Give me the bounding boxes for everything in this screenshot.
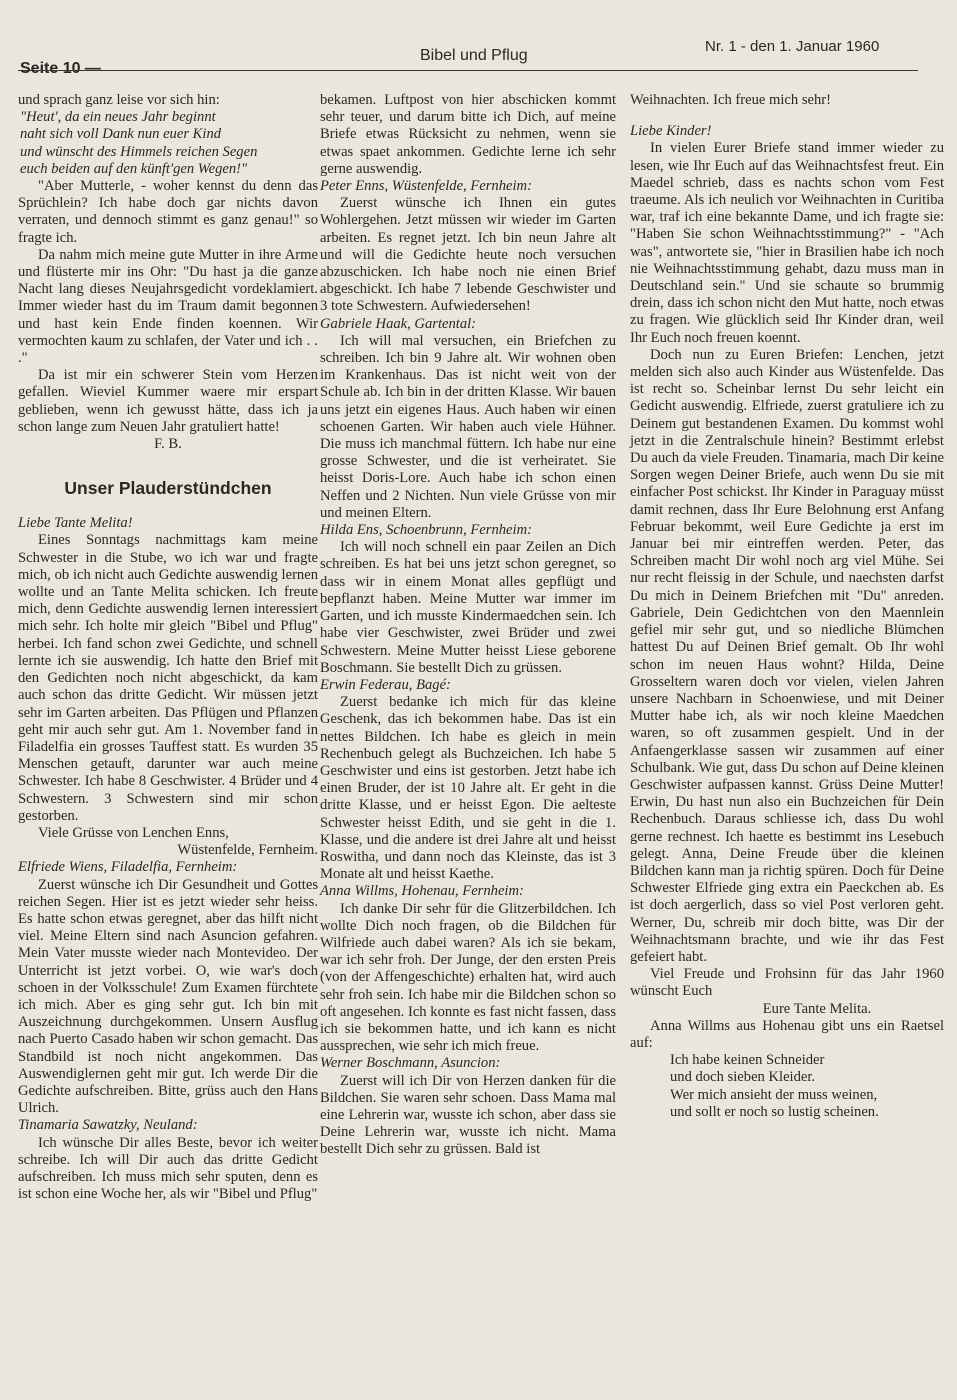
letter-author: Peter Enns, Wüstenfelde, Fernheim:: [320, 178, 532, 195]
letter-body: Ich danke Dir sehr für die Glitzerbildchen. Ich wollte Dich noch fragen, ob die Bildchen für Wilfriede auch dabei waren? Als ich sie bekam, war ich sehr froh. Der Junge, der den ersten Preis (von der Affengeschichte) erhalten hat, wird auch sehr froh sein. Ich habe mir die Bildchen schon so oft angesehen. Ich konnte es fast nicht fassen, dass ich sie bekommen hatte, und ich kann es nicht aussprechen, wie sehr ich mich freue.: [320, 900, 616, 1055]
letter-body: Ich will noch schnell ein paar Zeilen an Dich schreiben. Es hat bei uns jetzt schon geregnet, so dass wir in einem Monat alles gepflügt und bepflanzt haben. Meine Mutter war immer im Garten, und ich musste Kindermaedchen sein. Ich habe vier Geschwister, zwei Brüder und zwei Schwestern. Meine Mutter heisst Liese geborene Boschmann. Sie bestellt Dich zu grüssen.: [320, 539, 616, 676]
letter-body: Ich wünsche Dir alles Beste, bevor ich weiter schreibe. Ich will Dir auch das dritte Gedicht aufschreiben. Ich muss mich sehr sputen, denn es ist schon eine Woche her, als wir "Bibel und Pflug": [18, 1134, 318, 1203]
letter-author: Werner Boschmann, Asuncion:: [320, 1055, 501, 1072]
page-header: [0, 0, 957, 80]
letter-author: Hilda Ens, Schoenbrunn, Fernheim:: [320, 522, 532, 539]
riddle-line: Ich habe keinen Schneider: [670, 1052, 825, 1069]
column-3: [630, 92, 944, 1121]
spacer: [630, 109, 944, 123]
reply-salutation: Liebe Kinder!: [630, 123, 712, 140]
letter-place: Wüstenfelde, Fernheim.: [177, 842, 318, 859]
letter-salutation: Liebe Tante Melita!: [18, 515, 133, 532]
column-1: [18, 92, 318, 1203]
story-text: "Aber Mutterle, - woher kennst du denn das Sprüchlein? Ich habe doch gar nichts davon verraten, und dennoch stimmt es ganz genau!" so fragte ich.: [18, 178, 318, 246]
letter-author: Tinamaria Sawatzky, Neuland:: [18, 1117, 198, 1134]
story-signature: F. B.: [154, 436, 182, 453]
letter-closing: Viele Grüsse von Lenchen Enns,: [38, 824, 229, 841]
letter-body: bekamen. Luftpost von hier abschicken kommt sehr teuer, und darum bitte ich Dich, auf meine Briefe etwas Rücksicht zu nehmen, wenn sie etwas spaet ankommen. Gedichte lerne ich sehr gerne auswendig.: [320, 92, 616, 177]
poem-line: naht sich voll Dank nun euer Kind: [20, 126, 222, 143]
story-text: Da ist mir ein schwerer Stein vom Herzen gefallen. Wieviel Kummer waere mir erspart geblieben, wenn ich gewusst hätte, dass ich ja schon lange zum Neuen Jahr gratuliert hatte!: [18, 367, 318, 435]
letter-body: Zuerst wünsche ich Ihnen ein gutes Wohlergehen. Jetzt müssen wir wieder im Garten arbeiten. Es regnet jetzt. Ich bin neun Jahre alt und will die Gedichte heute noch versuchen abzuschicken. Ich habe noch nie einen Brief abgeschickt. Ich habe 7 lebende Geschwister und 3 tote Schwestern. Aufwiedersehen!: [320, 195, 616, 315]
riddle-line: und sollt er noch so lustig scheinen.: [670, 1103, 879, 1120]
page-number: Seite 10 —: [20, 60, 101, 77]
riddle-line: und doch sieben Kleider.: [670, 1069, 816, 1086]
letter-body: Ich will mal versuchen, ein Briefchen zu schreiben. Ich bin 9 Jahre alt. Wir wohnen oben im Krankenhaus. Das ist nicht weit von der Schule ab. Ich bin in der dritten Klasse. Wir bauen uns jetzt ein eigenes Haus. Auch haben wir einen schoenen Garten. Wir haben auch viele Hühner. Die muss ich manchmal füttern. Ich habe nur eine grosse Schwester, und die ist verheiratet. Sie heisst Doris-Lore. Auch habe ich schon einen Neffen und 2 Nichten. Nun viele Grüsse von mir und meinen Eltern.: [320, 332, 616, 521]
reply-body: Doch nun zu Euren Briefen: Lenchen, jetzt melden sich also auch Kinder aus Wüstenfelde. Das ist recht so. Scheinbar lernst Du sehr leicht ein Gedicht auswendig. Elfriede, zuerst gratuliere ich zu Deinem gut bestandenen Examen. Du kommst wohl jetzt in die Zentralschule hinein? Bestimmt erlebst Du auch da viele Freuden. Tinamaria, mach Dir keine Sorgen wegen Deiner Briefe, auch wenn Du sie mit einfacher Post schickst. Ihr Kinder in Paraguay müsst damit rechnen, dass Ihr Eure Belohnung erst Anfang Februar bekommt, weil Eure Gedichte ja erst im Januar bei mir eintreffen werden. Peter, das Schreiben macht Dir wohl noch arg viel Mühe. Sei nur recht fleissig in der Schule, und naechsten darfst Du mich in Deinem Briefchen mit "Du" anreden. Gabriele, Dein Gedichtchen von den Maennlein gefiel mir sehr gut, und so niedliche Blümchen hattest Du auf Deinen Brief gemalt. Ob Ihr wohl schon im neuen Haus wohnt? Hilda, Deine Grosseltern waren doch vor vielen, vielen Jahren unsere Nachbarn in Schoenwiese, und mit Deiner Mutter habe ich, als wir noch kleine Maedchen waren, so oft zusammen gespielt. Und in der Anfaengerklasse sassen wir zusammen auf einer Schulbank. Wie gut, dass Du schon auf Deine kleinen Geschwister aufpassen kannst. Grüss Deine Mutter! Erwin, Du hast nun also ein Buchzeichen für Dein Rechenbuch. Daraus schliesse ich, dass Du wohl gerne rechnest. Ich haette es bestimmt ins Lesebuch gelegt. Anna, Deine Freude über die kleinen Bildchen kann man ja richtig spüren. Doch für Deine Schwester Elfriede ging extra ein Paeckchen ab. Es ist doch aergerlich, dass so viel Post verloren geht. Werner, Du, schreib mir doch bitte, was Dir der Weihnachtsmann brachte, und wie ihr das Fest gefeiert habt.: [630, 346, 944, 965]
reply-body: In vielen Eurer Briefe stand immer wieder zu lesen, wie Ihr Euch auf das Weihnachtsfest freut. Ein Maedel schrieb, dass es nachts schon vom Fest traeume. Als ich neulich vor Weihnachten in Curitiba war, traf ich eine bekannte Dame, und ich fragte sie: "Haben Sie schon Weihnachtsstimmung?" - "Ach was", antwortete sie, "hier in Brasilien habe ich noch nie Weihnachtsstimmung gehabt, dazu muss man in Deutschland sein." Und sie schaute so brummig drein, dass ich schon nicht den Mut hatte, noch etwas zu fragen. Wie glücklich seid Ihr Kinder dran, weil Ihr Euch noch freuen koennt.: [630, 140, 944, 346]
riddle: [630, 1052, 944, 1121]
poem-line: euch beiden auf den künft'gen Wegen!": [20, 160, 248, 177]
reply-signature: Eure Tante Melita.: [762, 1000, 872, 1017]
letter-body: Weihnachten. Ich freue mich sehr!: [630, 92, 832, 108]
riddle-line: Wer mich ansieht der muss weinen,: [670, 1086, 878, 1103]
letter-body: Zuerst bedanke ich mich für das kleine Geschenk, das ich bekommen habe. Das ist ein nettes Bildchen. Ich habe es gleich in mein Rechenbuch gelegt als Buchzeichen. Ich habe 5 Geschwister und eins ist gestorben. Jetzt habe ich einen Bruder, der ist 10 Jahre alt. Er geht in die dritte Klasse, und er heisst Egon. Die aelteste Schwester heisst Edith, und sie geht in die 1. Klasse, und die andere ist drei Jahre alt und heisst Roswitha, und dann noch das Kleinste, das ist 3 Monate alt und heisst Kaethe.: [320, 694, 616, 883]
issue-date: Nr. 1 - den 1. Januar 1960: [705, 38, 880, 55]
column-2: [320, 92, 616, 1159]
header-rule: [18, 70, 918, 71]
poem-line: und wünscht des Himmels reichen Segen: [20, 143, 258, 160]
reply-closing: Viel Freude und Frohsinn für das Jahr 1960 wünscht Euch: [630, 966, 944, 1000]
story-text: und sprach ganz leise vor sich hin:: [18, 92, 220, 108]
letter-body: Zuerst will ich Dir von Herzen danken für die Bildchen. Sie waren sehr schoen. Dass Mama mal eine Lehrerin war, wusste ich schon, aber dass sie Deine Lehrerin war, wusste ich nicht. Mama bestellt Dich sehr zu grüssen. Bald ist: [320, 1072, 616, 1158]
letter-author: Anna Willms, Hohenau, Fernheim:: [320, 883, 524, 900]
section-heading: Unser Plauderstündchen: [64, 478, 272, 499]
letter-author: Gabriele Haak, Gartental:: [320, 315, 477, 332]
letter-author: Erwin Federau, Bagé:: [320, 676, 451, 693]
poem: [18, 109, 318, 178]
publication-title: Bibel und Pflug: [420, 47, 528, 64]
poem-line: "Heut', da ein neues Jahr beginnt: [20, 109, 216, 126]
letter-body: Zuerst wünsche ich Dir Gesundheit und Gottes reichen Segen. Hier ist es jetzt wieder sehr heiss. Es hatte schon etwas geregnet, aber das hilft nicht viel. Meine Eltern sind nach Asuncion gefahren. Mein Vater musste wieder nach Montevideo. Der Unterricht ist jetzt vorbei. O, wie war's doch schoen in der Volksschule! Zum Examen fürchtete ich mich. Aber es ging sehr gut. Ich bin mit Auszeichnung durchgekommen. Unsern Ausflug nach Puerto Casado haben wir schon gemacht. Das Standbild ist noch nicht angekommen. Das Auswendiglernen geht mir gut. Ich werde Dir die Gedichte aufschreiben. Bitte, grüss auch den Hans Ulrich.: [18, 876, 318, 1117]
letter-author: Elfriede Wiens, Filadelfia, Fernheim:: [18, 859, 238, 876]
story-text: Da nahm mich meine gute Mutter in ihre Arme und flüsterte mir ins Ohr: "Du hast ja die ganze Nacht lang dieses Neujahrsgedicht vordeklamiert. Immer wieder hast du im Traum damit begonnen und hast kein Ende finden koennen. Wir vermochten kaum zu schlafen, der Vater und ich . . .": [18, 246, 318, 367]
letter-body: Eines Sonntags nachmittags kam meine Schwester in die Stube, wo ich war und fragte mich, ob ich nicht auch Gedichte auswendig lernen wollte und an Tante Melita schicken. Ich freute mich, denn Gedichte auswendig lernen interessiert mich sehr. Ich holte mir gleich "Bibel und Pflug" herbei. Ich fand schon zwei Gedichte, und schnell lernte ich sie auswendig. Ich hatte den Brief mit den Gedichten noch nicht abgeschickt, da kam auch schon das dritte Gedicht. Wir müssen jetzt sehr im Garten arbeiten. Das Pflügen und Pflanzen geht mir auch sehr gut. Am 1. November fand in Filadelfia ein grosses Tauffest statt. Es wurden 35 Menschen getauft, darunter war auch meine Schwester. Ich habe 8 Geschwister. 4 Brüder und 4 Schwestern. 3 Schwestern sind mir schon gestorben.: [18, 532, 318, 824]
riddle-intro: Anna Willms aus Hohenau gibt uns ein Raetsel auf:: [630, 1017, 944, 1051]
